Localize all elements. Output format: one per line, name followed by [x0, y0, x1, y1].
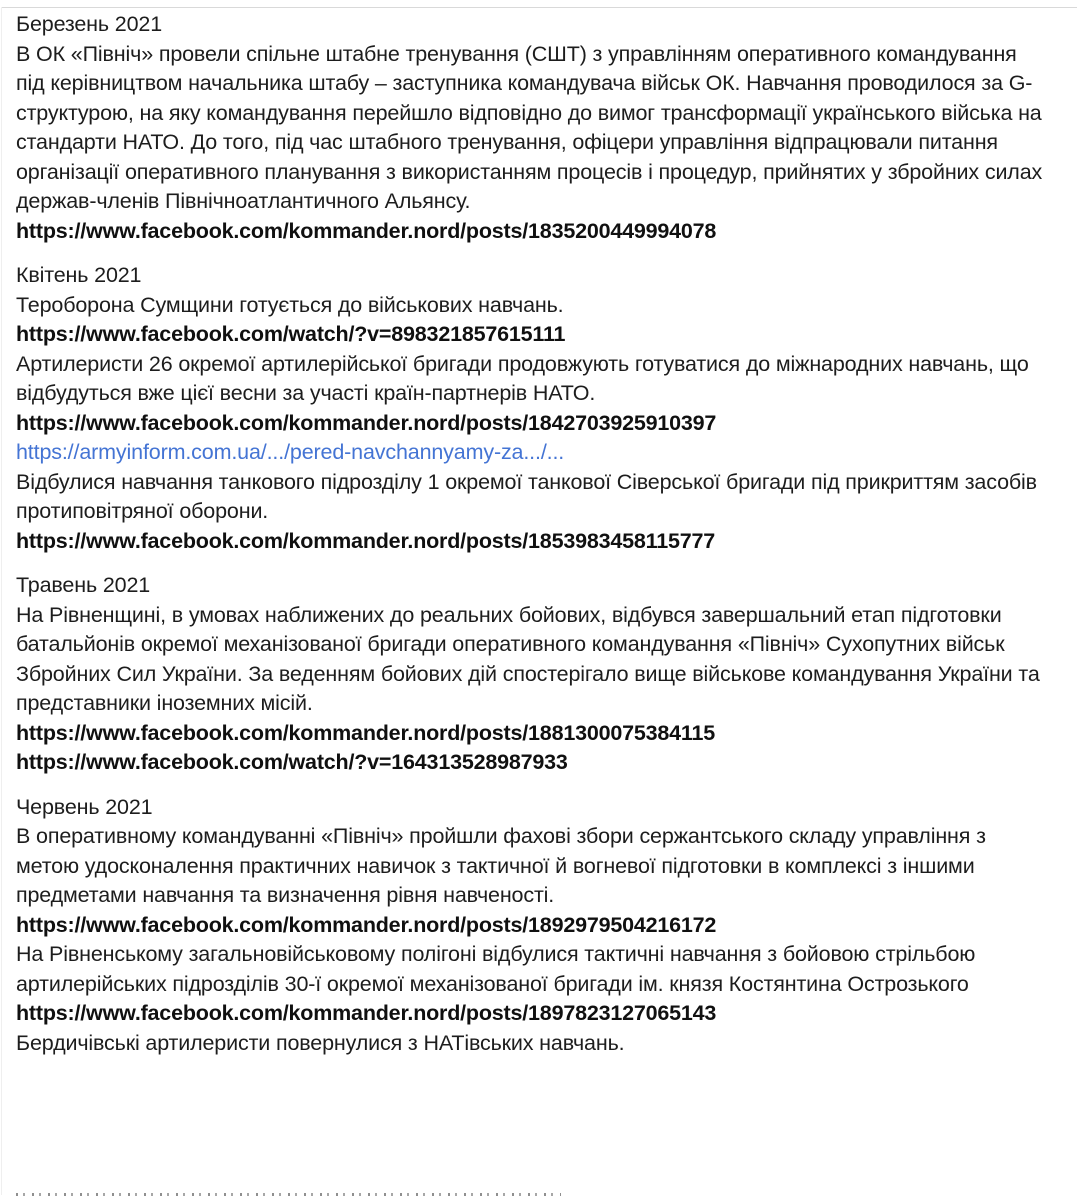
left-border-line [1, 7, 2, 1195]
month-heading: Квітень 2021 [16, 263, 142, 287]
clipped-next-line [16, 1193, 561, 1196]
facebook-link-text: https://www.facebook.com/watch/?v=898321857615111 [16, 322, 566, 346]
facebook-link-text: https://www.facebook.com/kommander.nord/posts/1842703925910397 [16, 410, 717, 435]
armyinform-hyperlink[interactable]: https://armyinform.com.ua/.../pered-navchannyamy-za.../... [16, 440, 565, 464]
body-paragraph: В ОК «Північ» провели спільне штабне тренування (СШТ) з управлінням оперативного командування під керівництвом начальника штабу – заступника командувача військ ОК. Навчання проводилося за G-структурою, на яку командування перейшло відповідно до вимог трансформації українського війська на стандарти НАТО. До того, під час штабного тренування, офіцери управління відпрацювали питання організації оперативного планування з використанням процесів і процедур, прийнятих у збройних силах держав-членів Північноатлантичного Альянсу. [16, 41, 1043, 213]
facebook-link-text: https://www.facebook.com/watch/?v=164313528987933 [16, 750, 568, 774]
body-paragraph: На Рівненщині, в умовах наближених до реальних бойових, відбувся завершальний етап підготовки батальйонів окремої механізованої бригади оперативного командування «Північ» Сухопутних військ Збройних Сил України. За веденням бойових дій спостерігало вище військове командування України та представники іноземних місій. [16, 602, 1040, 715]
month-heading: Травень 2021 [16, 573, 151, 597]
top-border-line [2, 7, 1077, 8]
body-paragraph: Відбулися навчання танкового підрозділу 1 окремої танкової Сіверської бригади під прикриттям засобів протиповітряної оборони. [16, 469, 1037, 523]
body-paragraph: Бердичівські артилеристи повернулися з НАТівських навчань. [16, 1030, 625, 1055]
body-paragraph: На Рівненському загальновійськовому полігоні відбулися тактичні навчання з бойовою стрільбою артилерійських підрозділів 30-ї окремої механізованої бригади ім. князя Костянтина Острозького [16, 942, 976, 996]
facebook-link-text: https://www.facebook.com/kommander.nord/posts/1853983458115777 [16, 528, 715, 553]
body-paragraph: В оперативному командуванні «Північ» пройшли фахові збори сержантського складу управління з метою удосконалення практичних навичок з тактичної й вогневої підготовки в комплексі з іншими предметами навчання та визначення рівня навченості. [16, 824, 986, 907]
facebook-link-text: https://www.facebook.com/kommander.nord/posts/1897823127065143 [16, 1001, 717, 1025]
section-may-2021 [16, 571, 1049, 778]
section-april-2021 [16, 261, 1049, 556]
body-paragraph: Артилеристи 26 окремої артилерійської бригади продовжують готуватися до міжнародних навчань, що відбудуться вже цієї весни за участі країн-партнерів НАТО. [16, 351, 1029, 405]
month-heading: Березень 2021 [16, 12, 163, 36]
section-june-2021 [16, 793, 1049, 1059]
facebook-link-text: https://www.facebook.com/kommander.nord/posts/1835200449994078 [16, 218, 717, 243]
body-paragraph: Тероборона Сумщини готується до військових навчань. [16, 292, 564, 317]
section-march-2021 [16, 10, 1049, 246]
facebook-link-text: https://www.facebook.com/kommander.nord/posts/1892979504216172 [16, 912, 717, 937]
month-heading: Червень 2021 [16, 794, 153, 819]
facebook-link-text: https://www.facebook.com/kommander.nord/posts/1881300075384115 [16, 720, 715, 745]
